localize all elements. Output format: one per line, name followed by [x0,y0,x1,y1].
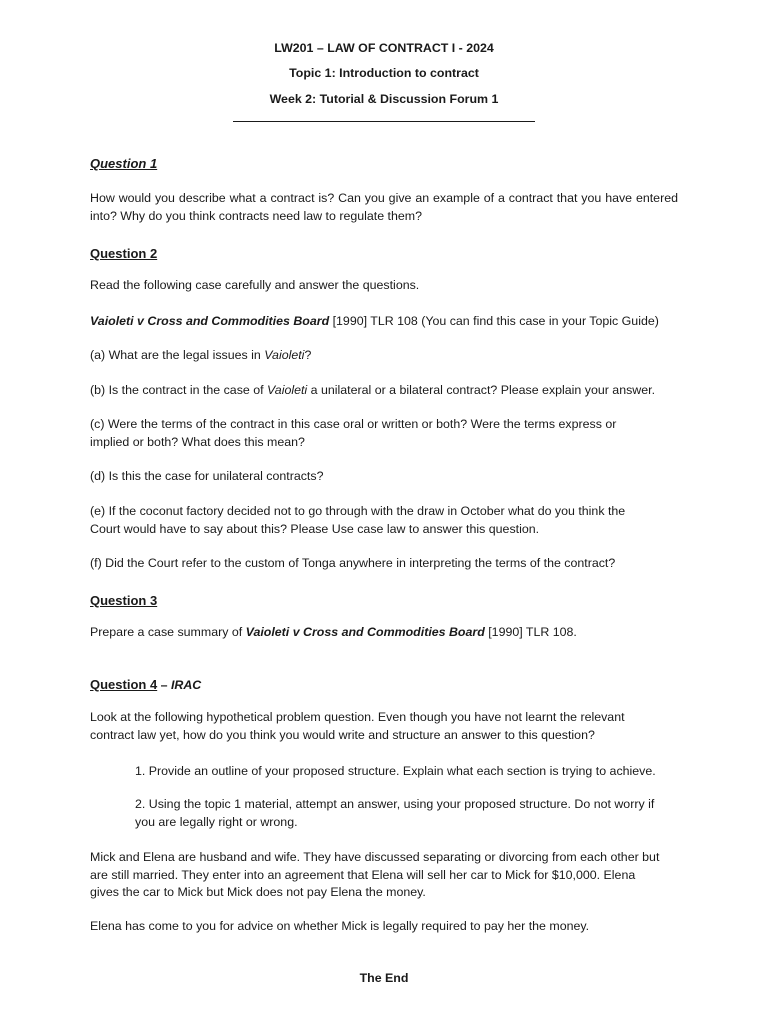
the-end: The End [359,971,409,985]
question-1-body: How would you describe what a contract is? Can you give an example of a contract that you have entered into? Why do you think contracts need law to regulate them? [90,191,678,223]
question-4-heading: Question 4 – IRAC [90,677,202,692]
topic-title: Topic 1: Introduction to contract [289,66,479,80]
case-name: Vaioleti v Cross and Commodities Board [90,314,330,328]
question-2e: (e) If the coconut factory decided not to go through with the draw in October what do you think the Court would have to say about this? Please Use case law to answer this question. [90,504,626,536]
question-2c: (c) Were the terms of the contract in this case oral or written or both? Were the terms express or implied or both? What does this mean? [90,417,617,449]
question-2b: (b) Is the contract in the case of Vaioleti a unilateral or a bilateral contract? Please explain your answer. [90,383,656,397]
question-3-body: Prepare a case summary of Vaioleti v Cross and Commodities Board [1990] TLR 108. [90,625,577,639]
question-4-item-1: 1. Provide an outline of your proposed structure. Explain what each section is trying to achieve. [135,764,656,778]
case-citation [90,313,678,331]
question-3-heading: Question 3 [90,593,158,608]
question-2f: (f) Did the Court refer to the custom of Tonga anywhere in interpreting the terms of the contract? [90,556,616,570]
case-reference: [1990] TLR 108 (You can find this case in your Topic Guide) [329,314,659,328]
header-divider [233,121,535,122]
week-title: Week 2: Tutorial & Discussion Forum 1 [269,92,499,106]
question-2-heading: Question 2 [90,246,158,261]
problem-facts: Mick and Elena are husband and wife. They have discussed separating or divorcing from each other but are still married. They enter into an agreement that Elena will sell her car to Mick for $10,000. Elena gives the car to Mick but Mick does not pay Elena the money. [90,850,660,899]
question-2d: (d) Is this the case for unilateral contracts? [90,469,324,483]
question-4-item-2: 2. Using the topic 1 material, attempt an answer, using your proposed structure. Do not worry if you are legally right or wrong. [135,797,655,829]
question-4-intro: Look at the following hypothetical problem question. Even though you have not learnt the relevant contract law yet, how do you think you would write and structure an answer to this question? [90,710,625,742]
course-title: LW201 – LAW OF CONTRACT I - 2024 [274,41,494,55]
question-2a: (a) What are the legal issues in Vaioleti? [90,348,312,362]
question-2-intro: Read the following case carefully and answer the questions. [90,278,420,292]
problem-question: Elena has come to you for advice on whether Mick is legally required to pay her the money. [90,919,590,933]
question-1-heading: Question 1 [90,156,158,171]
